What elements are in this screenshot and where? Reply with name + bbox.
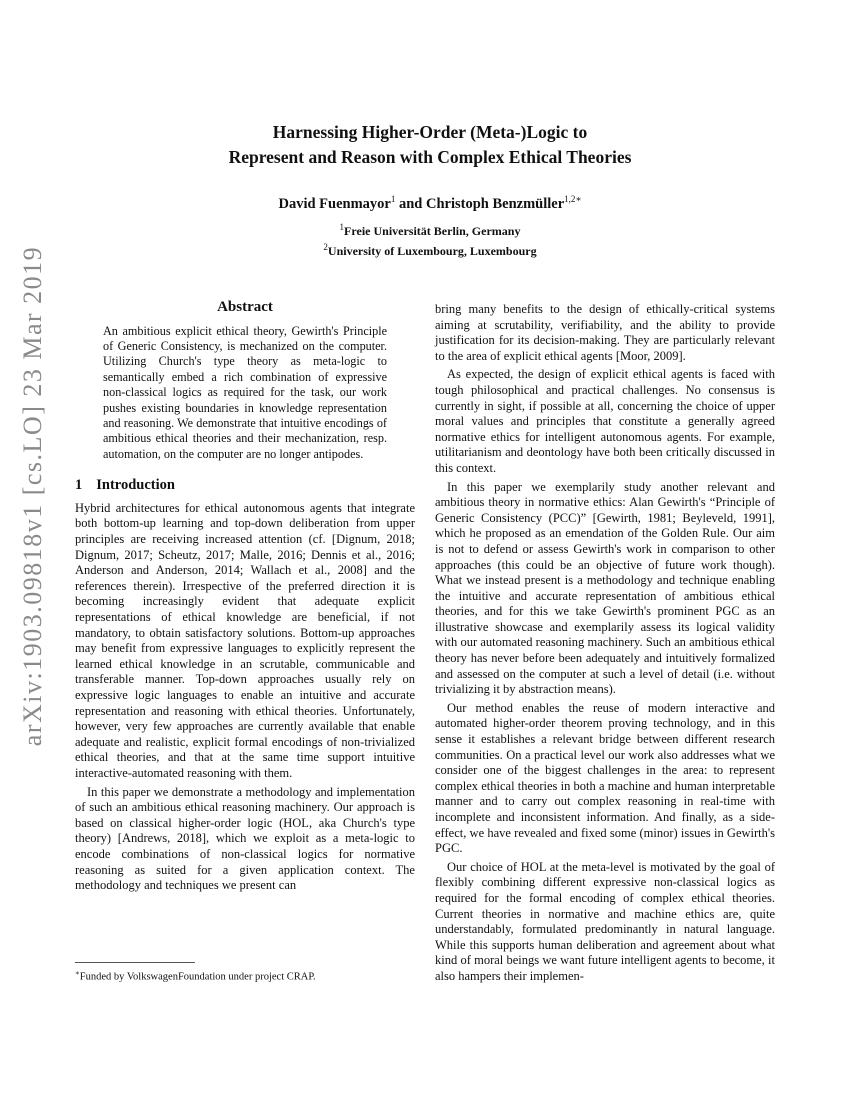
paper-title-line-1: Harnessing Higher-Order (Meta-)Logic to — [272, 122, 588, 142]
right-paragraph-4: Our choice of HOL at the meta-level is motivated by the goal of flexibly combining different expressive non-classical logics as required for the formal encoding of complex ethical theories. Current theories in normative and machine ethics are, quite understandably, formulated predominantly in natural language. While this supports human deliberation and agreement about what kind of moral beings we want future intelligent agents to become, it also hampers their implemen- — [435, 859, 775, 983]
abstract-text: An ambitious explicit ethical theory, Gewirth's Principle of Generic Consistency, is mechanized on the computer. Utilizing Church's type theory as meta-logic to semantically embed a rich combination of expressive non-classical logics as required for the task, our work pushes existing boundaries in knowledge representation and reasoning. We demonstrate that intuitive encodings of ambitious ethical theories and their mechanization, resp. automation, on the computer are no longer antipodes. — [103, 323, 387, 461]
author-1-affiliation-mark: 1 — [390, 194, 396, 204]
right-column — [435, 302, 775, 985]
paper-title — [150, 120, 710, 170]
footnote-rule — [75, 962, 195, 963]
author-conjunction: and — [395, 195, 426, 212]
affiliation-1-name: Freie Universität Berlin, Germany — [344, 224, 521, 238]
affiliation-1-mark: 1 — [339, 222, 345, 232]
author-list — [150, 194, 710, 213]
right-paragraph-0: bring many benefits to the design of ethically-critical systems aiming at scrutability, verifiability, and the ability to provide justification for its decision-making. They are particularly relevant to the area of explicit ethical agents [Moor, 2009]. — [435, 302, 775, 363]
affiliation-1 — [150, 219, 710, 239]
author-2-affiliation-mark: 1,2∗ — [564, 194, 582, 204]
right-paragraph-1: As expected, the design of explicit ethical agents is faced with tough philosophical and practical challenges. No consensus is currently in sight, if possible at all, concerning the choice of upper moral values and principles that constitute a generally agreed normative ethics for intelligent autonomous agents. For example, utilitarianism and deontology have both been critically discussed in this context. — [435, 367, 775, 475]
footnote — [75, 962, 415, 984]
intro-paragraph-1: Hybrid architectures for ethical autonomous agents that integrate both bottom-up learning and top-down deliberation from upper principles are receiving increased attention (cf. [Dignum, 2018; Dignum, 2017; Scheutz, 2017; Malle, 2016; Dennis et al., 2016; Anderson and Anderson, 2014; Wallach et al., 2008] and the references therein). Irrespective of the preferred direction it is becoming increasingly evident that adequate explicit representations of ethical knowledge are beneficial, if not mandatory, to obtain satisfactory solutions. Bottom-up approaches may benefit from expressive languages to explicitly represent the learned ethical knowledge in an scrutable, communicable and transferable manner. Top-down approaches usually rely on expressive logic languages to enable an intuitive and accurate representation and reasoning with ethical theories. Unfortunately, however, very few approaches are currently available that enable adequate and realistic, explicit formal encodings of non-trivialized ethical theories, and that at the same time support intuitive interactive-automated reasoning with them. — [75, 500, 415, 780]
abstract-heading: Abstract — [217, 299, 273, 315]
section-number: 1 — [75, 477, 83, 494]
arxiv-identifier-stamp — [8, 245, 58, 747]
affiliation-2-name: University of Luxembourg, Luxembourg — [327, 244, 537, 258]
arxiv-id-text: arXiv:1903.09818v1 [cs.LO] 23 Mar 2019 — [18, 245, 47, 747]
section-title: Introduction — [96, 477, 175, 494]
affiliation-list — [150, 219, 710, 259]
right-paragraph-3: Our method enables the reuse of modern interactive and automated higher-order theorem proving technology, and in this sense it establishes a relevant bridge between different research communities. On a practical level our work also addresses what we consider one of the biggest challenges in the area: to represent complex ethical theories in both a machine and human interpretable manner and to carry out complex reasoning in real-time with incomplete and inconsistent information. And finally, as a side-effect, we have revealed and fixed some (minor) issues in Gewirth's PGC. — [435, 700, 775, 856]
right-paragraph-2: In this paper we exemplarily study another relevant and ambitious theory in normative ethics: Alan Gewirth's “Principle of Generic Consistency (PCC)” [Gewirth, 1981; Beyleveld, 1991], which he proposed as an emendation of the Golden Rule. Our aim is not to defend or assess Gewirth's work in comparison to other approaches (this could be an objective of future work though). What we instead present is a methodology and technique enabling the intuitive and accurate representation of ambitious ethical theories, and for this we take Gewirth's prominent PGC as an illustrative showcase and exemplarily assess its logical validity with our automated reasoning machinery. Such an ambitious ethical theory has never before been adequately and intuitively formalized and assessed on the computer at such a level of detail (i.e. without trivializing it by abstraction means). — [435, 479, 775, 697]
footnote-text: Funded by VolkswagenFoundation under project CRAP. — [79, 971, 316, 983]
section-heading-introduction — [75, 478, 415, 494]
paper-title-line-2: Represent and Reason with Complex Ethical Theories — [228, 147, 632, 167]
author-1-name: David Fuenmayor — [278, 195, 391, 212]
author-2-name: Christoph Benzmüller — [425, 195, 565, 212]
affiliation-2 — [150, 239, 710, 259]
affiliation-2-mark: 2 — [323, 242, 328, 252]
footnote-mark: ∗ — [75, 969, 80, 977]
left-column — [75, 300, 415, 894]
intro-paragraph-2: In this paper we demonstrate a methodology and implementation of such an ambitious ethical reasoning machinery. Our approach is based on classical higher-order logic (HOL, aka Church's type theory) [Andrews, 2018], which we exploit as a meta-logic to encode combinations of non-classical logics for normative reasoning as suited for a given application context. The methodology and techniques we present can — [75, 784, 415, 893]
